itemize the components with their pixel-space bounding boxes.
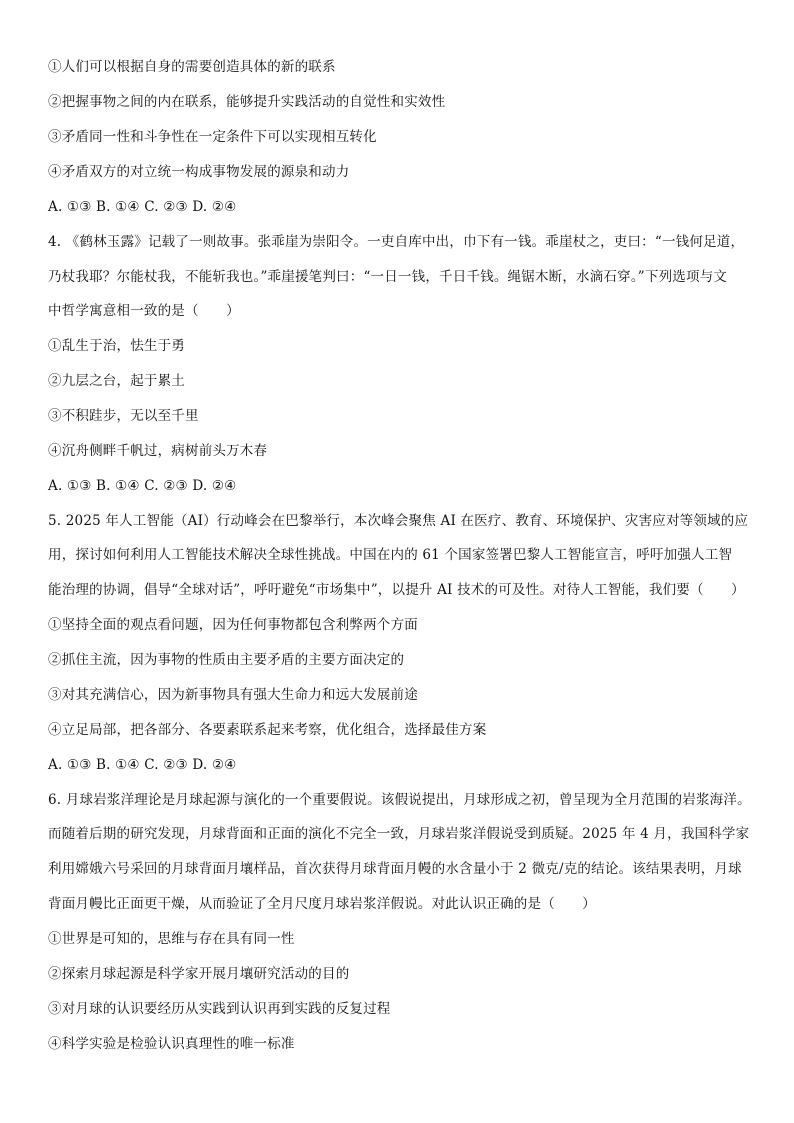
q6-option-2: ②探索月球起源是科学家开展月壤研究活动的目的 (48, 966, 350, 982)
q5-option-4: ④立足局部，把各部分、各要素联系起来考察，优化组合，选择最佳方案 (48, 722, 487, 738)
q3-answer-choices: A. ①③ B. ①④ C. ②③ D. ②④ (48, 199, 237, 215)
q4-option-2: ②九层之台，起于累土 (48, 373, 185, 389)
q6-stem-line-4: 背面月幔比正面更干燥，从而验证了全月尺度月球岩浆洋假说。对此认识正确的是（ ） (48, 896, 596, 912)
q6-stem-line-3: 利用嫦娥六号采回的月球背面月壤样品，首次获得月球背面月幔的水含量小于 2 微克/克的结论。该结果表明，月球 (48, 861, 742, 877)
q3-option-1: ①人们可以根据自身的需要创造具体的新的联系 (48, 59, 336, 75)
q5-option-3: ③对其充满信心，因为新事物具有强大生命力和远大发展前途 (48, 687, 418, 703)
q5-option-2: ②抓住主流，因为事物的性质由主要矛盾的主要方面决定的 (48, 652, 405, 668)
q3-option-4: ④矛盾双方的对立统一构成事物发展的源泉和动力 (48, 164, 350, 180)
q5-answer-choices: A. ①③ B. ①④ C. ②③ D. ②④ (48, 757, 237, 773)
q4-answer-choices: A. ①③ B. ①④ C. ②③ D. ②④ (48, 478, 237, 494)
q5-stem-line-1: 5. 2025 年人工智能（AI）行动峰会在巴黎举行，本次峰会聚焦 AI 在医疗、教育、环境保护、灾害应对等领域的应 (48, 513, 749, 529)
q4-option-1: ①乱生于治，怯生于勇 (48, 338, 185, 354)
q5-stem-line-3: 能治理的协调，倡导“全球对话”，呼吁避免“市场集中”，以提升 AI 技术的可及性。对待人工智能，我们要（ ） (48, 582, 745, 598)
q3-option-2: ②把握事物之间的内在联系，能够提升实践活动的自觉性和实效性 (48, 94, 446, 110)
q5-option-1: ①坚持全面的观点看问题，因为任何事物都包含利弊两个方面 (48, 617, 418, 633)
q6-option-1: ①世界是可知的，思维与存在具有同一性 (48, 931, 295, 947)
q4-option-3: ③不积跬步，无以至千里 (48, 408, 199, 424)
q6-stem-line-2: 而随着后期的研究发现，月球背面和正面的演化不完全一致，月球岩浆洋假说受到质疑。2025 年 4 月，我国科学家 (48, 826, 750, 842)
q3-option-3: ③矛盾同一性和斗争性在一定条件下可以实现相互转化 (48, 129, 377, 145)
q4-stem-line-2: 乃杖我耶？尔能杖我，不能斩我也。”乖崖援笔判曰：“一日一钱，千日千钱。绳锯木断，水滴石穿。”下列选项与文 (48, 269, 728, 285)
q4-stem-line-3: 中哲学寓意相一致的是（ ） (48, 303, 240, 319)
q6-option-3: ③对月球的认识要经历从实践到认识再到实践的反复过程 (48, 1001, 391, 1017)
q6-stem-line-1: 6. 月球岩浆洋理论是月球起源与演化的一个重要假说。该假说提出，月球形成之初，曾呈现为全月范围的岩浆海洋。 (48, 792, 751, 808)
q6-option-4: ④科学实验是检验认识真理性的唯一标准 (48, 1036, 295, 1052)
q4-stem-line-1: 4. 《鹤林玉露》记载了一则故事。张乖崖为崇阳令。一吏自库中出，巾下有一钱。乖崖杖之，吏曰：“一钱何足道， (48, 234, 745, 250)
q5-stem-line-2: 用，探讨如何利用人工智能技术解决全球性挑战。中国在内的 61 个国家签署巴黎人工智能宣言，呼吁加强人工智 (48, 547, 733, 563)
q4-option-4: ④沉舟侧畔千帆过，病树前头万木春 (48, 443, 268, 459)
